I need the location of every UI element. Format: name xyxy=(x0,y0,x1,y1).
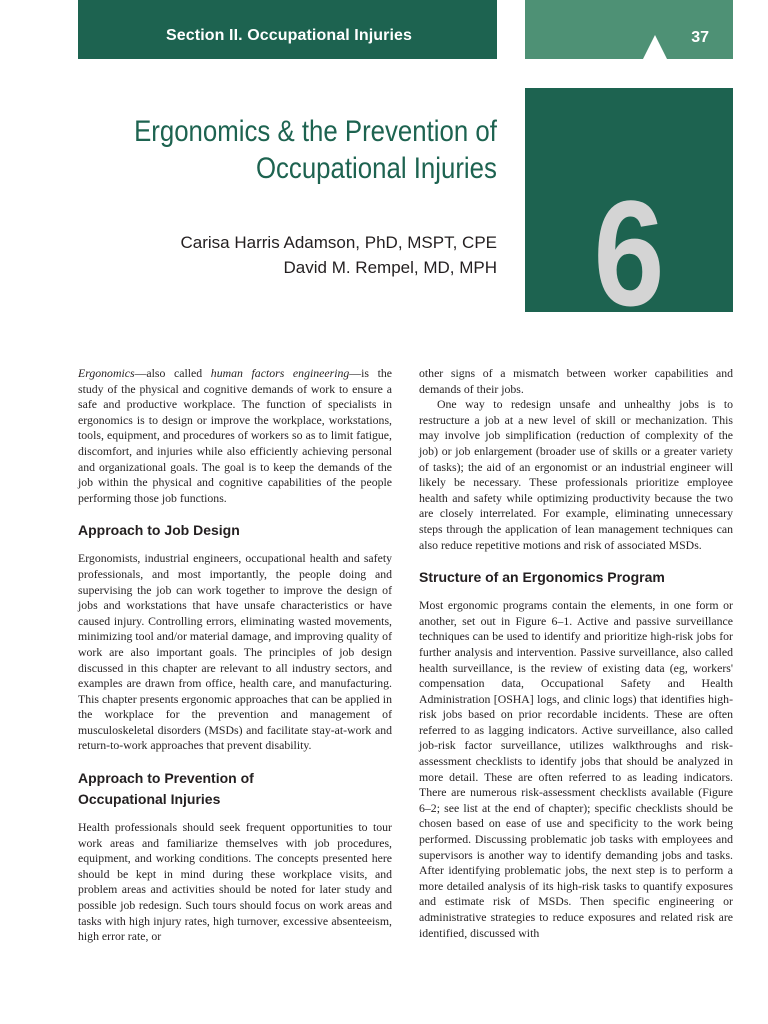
right-paragraph-2: One way to redesign unsafe and unhealthy jobs is to restructure a job at a new level of skill or mechanization. This may involve job simplification (reduction of complexity of the job) or job enlargement (broader use of skills or a greater variety of tasks); the aid of an ergonomist or an industrial engineer will likely be necessary. These professionals prioritize employee health and safety while optimizing productivity because the two are closely interrelated. For example, eliminating unnecessary steps through the application of lean management techniques can also reduce repetitive motions and risk of associated MSDs. xyxy=(419,397,733,552)
section-title: Section II. Occupational Injuries xyxy=(166,27,413,44)
intro-term-human-factors: human factors engineering xyxy=(210,366,350,380)
heading-prevention-line2: Occupational Injuries xyxy=(78,791,221,808)
right-paragraph-1: other signs of a mismatch between worker capabilities and demands of their jobs. xyxy=(419,366,733,396)
intro-text-b: —is the study of the physical and cognitive demands of work to ensure a safe and productive workplace. The function of specialists in ergonomics is to design or improve the workplace, workstations, tools, equipment, and procedures of workers so as to limit fatigue, discomfort, and injuries while also efficiently achieving personal and organizational goals. The goal is to keep the demands of the job within the physical and cognitive capabilities of the people performing those job functions. xyxy=(78,366,392,505)
left-column xyxy=(78,366,392,945)
intro-paragraph xyxy=(78,366,392,506)
chapter-authors xyxy=(181,230,497,280)
section-header-band xyxy=(78,0,497,59)
heading-prevention xyxy=(78,768,392,810)
structure-paragraph: Most ergonomic programs contain the elements, in one form or another, set out in Figure 6–1. Active and passive surveillance techniques can be used to identify and prioritize high-risk jobs for further analysis and intervention. Passive surveillance, also called health surveillance, is the review of existing data (eg, workers' compensation data, Occupational Safety and Health Administration [OSHA] logs, and clinic logs) that identifies high-risk jobs based on prior recordable incidents. These are often referred to as lagging indicators. Active surveillance, also called job-risk factor surveillance, utilizes walkthroughs and risk-assessment checklists to identify jobs that should be analyzed in more detail. These are often referred to as leading indicators. There are numerous risk-assessment checklists available (Figure 6–2; see list at the end of chapter); specific checklists should be chosen based on ease of use and specificity to the work being performed. Discussing problematic job tasks with employees and supervisors is another way to identify demanding jobs and tasks. After identifying problematic jobs, the next step is to perform a more detailed analysis of its high-risk tasks to quantify exposures and estimate risk of MSDs. Then specific engineering or administrative strategies to reduce exposures and related risk are identified, discussed with xyxy=(419,598,733,940)
page-number: 37 xyxy=(691,29,709,46)
prevention-paragraph: Health professionals should seek frequent opportunities to tour work areas and familiarize themselves with job procedures, equipment, and working conditions. The concepts presented here should be kept in mind during these workplace visits, and problem areas and activities should be noted for later study and possible job redesign. Such tours should focus on work areas and tasks with high injury rates, high turnover, excessive absenteeism, high error rate, or xyxy=(78,820,392,944)
chapter-number-box xyxy=(525,88,733,337)
page-tab-notch xyxy=(643,35,667,59)
chapter-title xyxy=(134,113,497,187)
heading-job-design: Approach to Job Design xyxy=(78,522,240,539)
heading-prevention-line1: Approach to Prevention of xyxy=(78,770,254,787)
page-number-tab xyxy=(525,0,733,59)
intro-text-a: —also called xyxy=(134,366,211,380)
right-column xyxy=(419,366,733,941)
intro-term-ergonomics: Ergonomics xyxy=(78,366,135,380)
author-1: Carisa Harris Adamson, PhD, MSPT, CPE xyxy=(180,233,497,252)
heading-structure: Structure of an Ergonomics Program xyxy=(419,569,665,586)
job-design-paragraph: Ergonomists, industrial engineers, occupational health and safety professionals, and most importantly, the people doing and supervising the job can work together to improve the design of jobs and workstations that have unsafe characteristics or have caused injury. Controlling errors, eliminating wasted movements, minimizing tool and/or material damage, and improving quality of work are also important goals. The principles of job design discussed in this chapter are relevant to all industry sectors, and examples are drawn from office, health care, and manufacturing. This chapter presents ergonomic approaches that can be applied in the workplace for the prevention and management of musculoskeletal disorders (MSDs) and facilitate stay-at-work and return-to-work approaches that prevent disability. xyxy=(78,551,392,753)
chapter-title-line1: Ergonomics & the Prevention of xyxy=(134,115,497,148)
chapter-number: 6 xyxy=(593,169,665,337)
author-2: David M. Rempel, MD, MPH xyxy=(283,258,497,277)
chapter-title-line2: Occupational Injuries xyxy=(256,152,497,185)
